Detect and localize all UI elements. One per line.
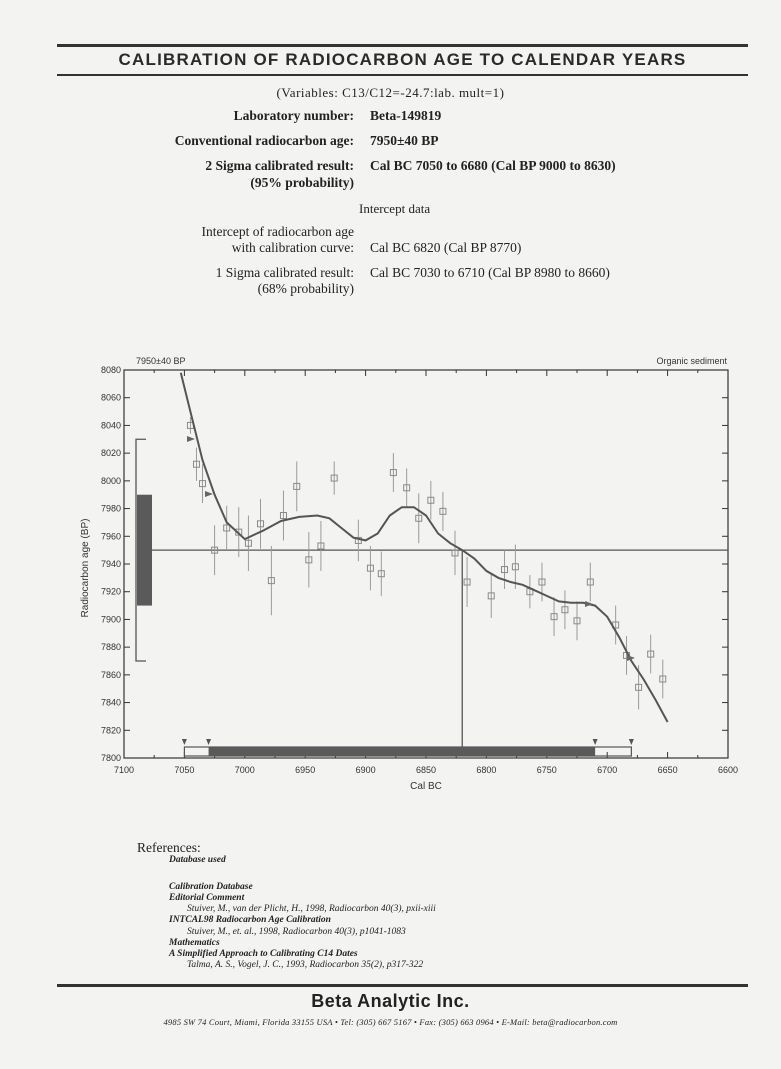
- variables-line: (Variables: C13/C12=-24.7:lab. mult=1): [276, 85, 505, 100]
- y-tick-label: 8040: [100, 420, 121, 431]
- radiocarbon-age-value: 7950±40 BP: [370, 133, 439, 148]
- lab-number-value: Beta-149819: [370, 108, 442, 123]
- sigma2-probability: (95% probability): [250, 175, 354, 190]
- sigma2-value: Cal BC 7050 to 6680 (Cal BP 9000 to 8630): [370, 158, 616, 173]
- chart-marks: [136, 373, 728, 756]
- x-tick-label: 7100: [113, 765, 135, 775]
- reference-line: INTCAL98 Radiocarbon Age Calibration: [169, 915, 331, 925]
- curve-marker: [585, 601, 593, 607]
- curve-marker: [205, 491, 213, 497]
- lab-number-label: Laboratory number:: [233, 108, 354, 123]
- x-tick-label: 6900: [355, 765, 376, 775]
- x-axis-label: Cal BC: [410, 781, 442, 792]
- y-tick-label: 7880: [100, 642, 121, 653]
- x-tick-label: 7050: [174, 765, 195, 775]
- calibration-chart: [0, 345, 781, 805]
- x-tick-label: 6750: [536, 765, 557, 775]
- y-tick-label: 8080: [100, 365, 121, 375]
- x-tick-label: 6850: [415, 765, 437, 775]
- reference-line: Database used: [169, 855, 226, 865]
- calibration-curve: [181, 373, 668, 722]
- intercept-label-line2: with calibration curve:: [231, 240, 354, 255]
- sigma1-value: Cal BC 7030 to 6710 (Cal BP 8980 to 8660): [370, 265, 610, 280]
- range-marker: [182, 739, 187, 745]
- y-tick-label: 8060: [100, 392, 121, 403]
- one-sigma-age-bar: [137, 495, 152, 606]
- sigma1-probability: (68% probability): [257, 281, 354, 296]
- axes: [101, 365, 738, 775]
- reference-line: Mathematics: [169, 938, 220, 948]
- reference-line: Calibration Database: [169, 882, 253, 892]
- x-tick-label: 6800: [476, 765, 497, 775]
- range-marker: [593, 739, 598, 745]
- x-tick-label: 7000: [234, 765, 255, 775]
- y-tick-label: 7960: [100, 531, 121, 542]
- intercept-data-title: Intercept data: [359, 201, 431, 216]
- company-address: 4985 SW 74 Court, Miami, Florida 33155 USA • Tel: (305) 667 5167 • Fax: (305) 663 0964 • E-Mail: beta@radiocarbon.com: [163, 1017, 618, 1027]
- y-tick-label: 7860: [100, 669, 121, 680]
- y-axis-label: Radiocarbon age (BP): [80, 518, 91, 618]
- y-tick-label: 8020: [100, 448, 121, 459]
- y-tick-label: 7920: [100, 586, 121, 597]
- reference-line: A Simplified Approach to Calibrating C14 Dates: [169, 949, 358, 959]
- top-rule: [57, 44, 748, 47]
- chart-title-right: Organic sediment: [656, 356, 727, 366]
- y-tick-label: 7900: [100, 614, 121, 625]
- reference-line: Stuiver, M., van der Plicht, H., 1998, Radiocarbon 40(3), pxii-xiii: [187, 904, 436, 914]
- sigma1-label: 1 Sigma calibrated result:: [215, 265, 354, 280]
- radiocarbon-age-label: Conventional radiocarbon age:: [174, 133, 354, 148]
- footer-rule: [57, 984, 748, 987]
- x-tick-label: 6950: [295, 765, 316, 775]
- x-tick-label: 6600: [717, 765, 739, 775]
- references-section: [137, 840, 436, 970]
- x-tick-label: 6700: [597, 765, 618, 775]
- reference-line: Editorial Comment: [169, 893, 245, 903]
- intercept-label-line1: Intercept of radiocarbon age: [201, 224, 354, 239]
- y-tick-label: 7940: [100, 559, 121, 569]
- y-tick-label: 7840: [100, 697, 121, 708]
- curve-marker: [187, 436, 195, 442]
- company-name: Beta Analytic Inc.: [311, 991, 470, 1011]
- reference-line: Talma, A. S., Vogel, J. C., 1993, Radiocarbon 35(2), p317-322: [187, 960, 424, 970]
- range-marker: [629, 739, 634, 745]
- title-underline: [57, 74, 748, 76]
- references-heading: References:: [137, 840, 201, 855]
- page-title: CALIBRATION OF RADIOCARBON AGE TO CALENDAR YEARS: [118, 50, 687, 69]
- intercept-value: Cal BC 6820 (Cal BP 8770): [370, 240, 522, 255]
- y-tick-label: 7820: [100, 725, 121, 736]
- sigma2-label: 2 Sigma calibrated result:: [205, 158, 354, 173]
- chart-title-left: 7950±40 BP: [136, 356, 186, 366]
- x-tick-label: 6650: [657, 765, 678, 775]
- range-marker: [206, 739, 211, 745]
- reference-line: Stuiver, M., et. al., 1998, Radiocarbon 40(3), p1041-1083: [187, 927, 406, 937]
- y-tick-label: 7980: [100, 503, 121, 514]
- one-sigma-range-bar: [209, 747, 596, 756]
- y-tick-label: 7800: [100, 753, 121, 763]
- y-tick-label: 8000: [100, 475, 121, 486]
